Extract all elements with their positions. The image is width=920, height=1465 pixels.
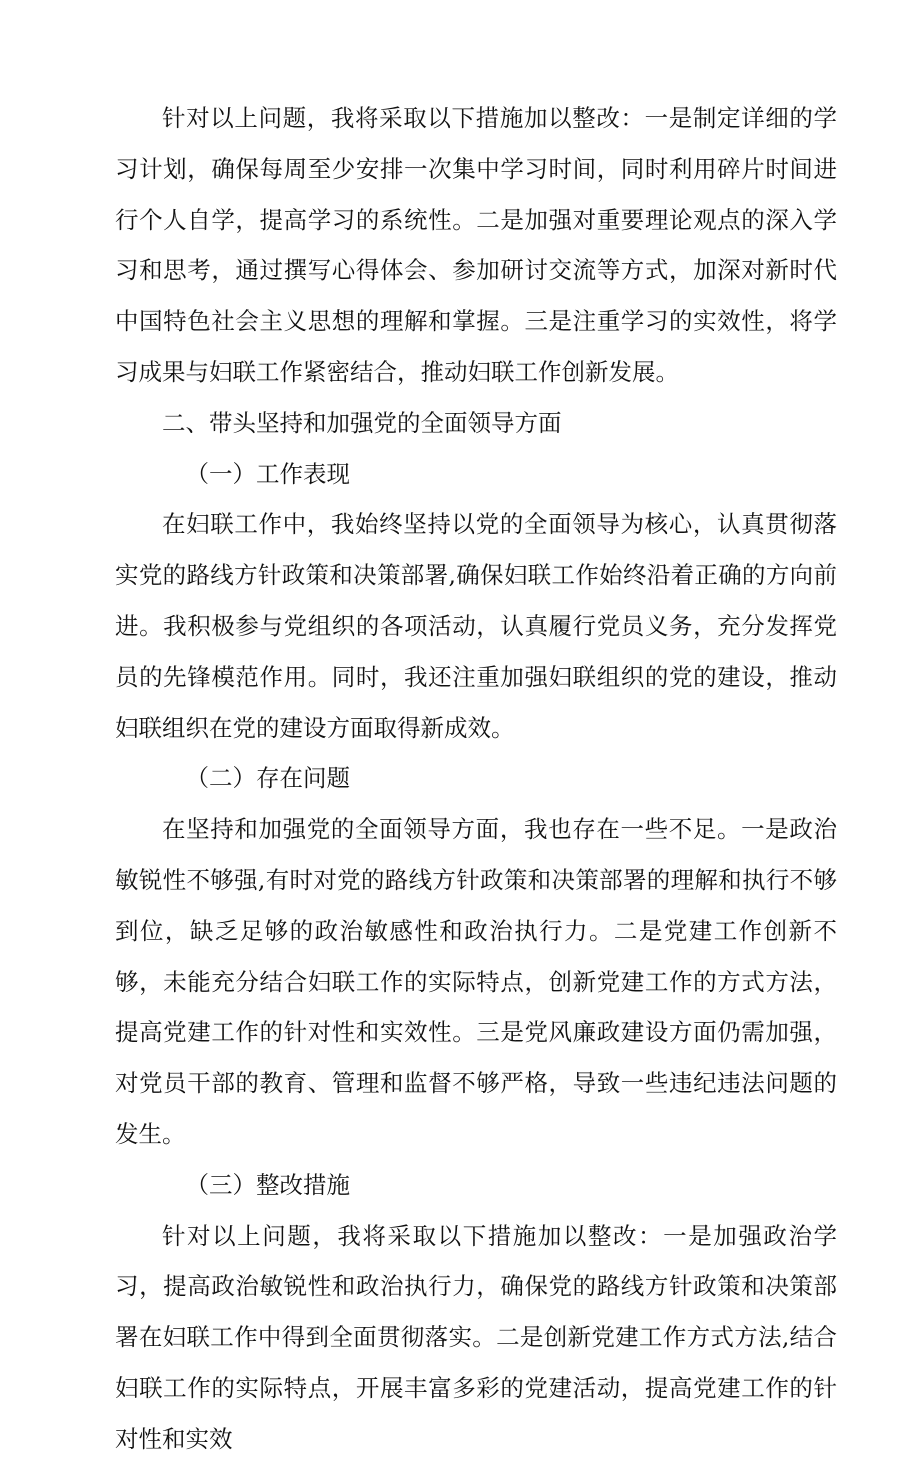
sub-heading-existing-problems: （二）存在问题	[185, 764, 350, 793]
paragraph-work-performance: 在妇联工作中，我始终坚持以党的全面领导为核心，认真贯彻落实党的路线方针政策和决策部署,确保妇联工作始终沿着正确的方向前进。我积极参与党组织的各项活动，认真履行党员义务，充分发挥党员的先锋模范作用。同时，我还注重加强妇联组织的党的建设，推动妇联组织在党的建设方面取得新成效。	[115, 510, 837, 742]
paragraph-rectification-measures-study: 针对以上问题，我将采取以下措施加以整改：一是制定详细的学习计划，确保每周至少安排一次集中学习时间，同时利用碎片时间进行个人自学，提高学习的系统性。二是加强对重要理论观点的深入学习和思考，通过撰写心得体会、参加研讨交流等方式，加深对新时代中国特色社会主义思想的理解和掌握。三是注重学习的实效性，将学习成果与妇联工作紧密结合，推动妇联工作创新发展。	[115, 104, 837, 386]
sub-heading-rectification-measures: （三）整改措施	[185, 1170, 350, 1199]
paragraph-rectification-measures-leadership: 针对以上问题，我将采取以下措施加以整改：一是加强政治学习，提高政治敏锐性和政治执行力，确保党的路线方针政策和决策部署在妇联工作中得到全面贯彻落实。二是创新党建工作方式方法,结合妇联工作的实际特点，开展丰富多彩的党建活动，提高党建工作的针对性和实效	[115, 1221, 837, 1453]
paragraph-existing-problems: 在坚持和加强党的全面领导方面，我也存在一些不足。一是政治敏锐性不够强,有时对党的路线方针政策和决策部署的理解和执行不够到位，缺乏足够的政治敏感性和政治执行力。二是党建工作创新不够，未能充分结合妇联工作的实际特点，创新党建工作的方式方法，提高党建工作的针对性和实效性。三是党风廉政建设方面仍需加强，对党员干部的教育、管理和监督不够严格，导致一些违纪违法问题的发生。	[115, 815, 837, 1148]
document-body	[115, 93, 837, 1465]
sub-heading-work-performance: （一）工作表现	[185, 459, 350, 488]
section-heading-party-leadership: 二、带头坚持和加强党的全面领导方面	[162, 408, 562, 437]
